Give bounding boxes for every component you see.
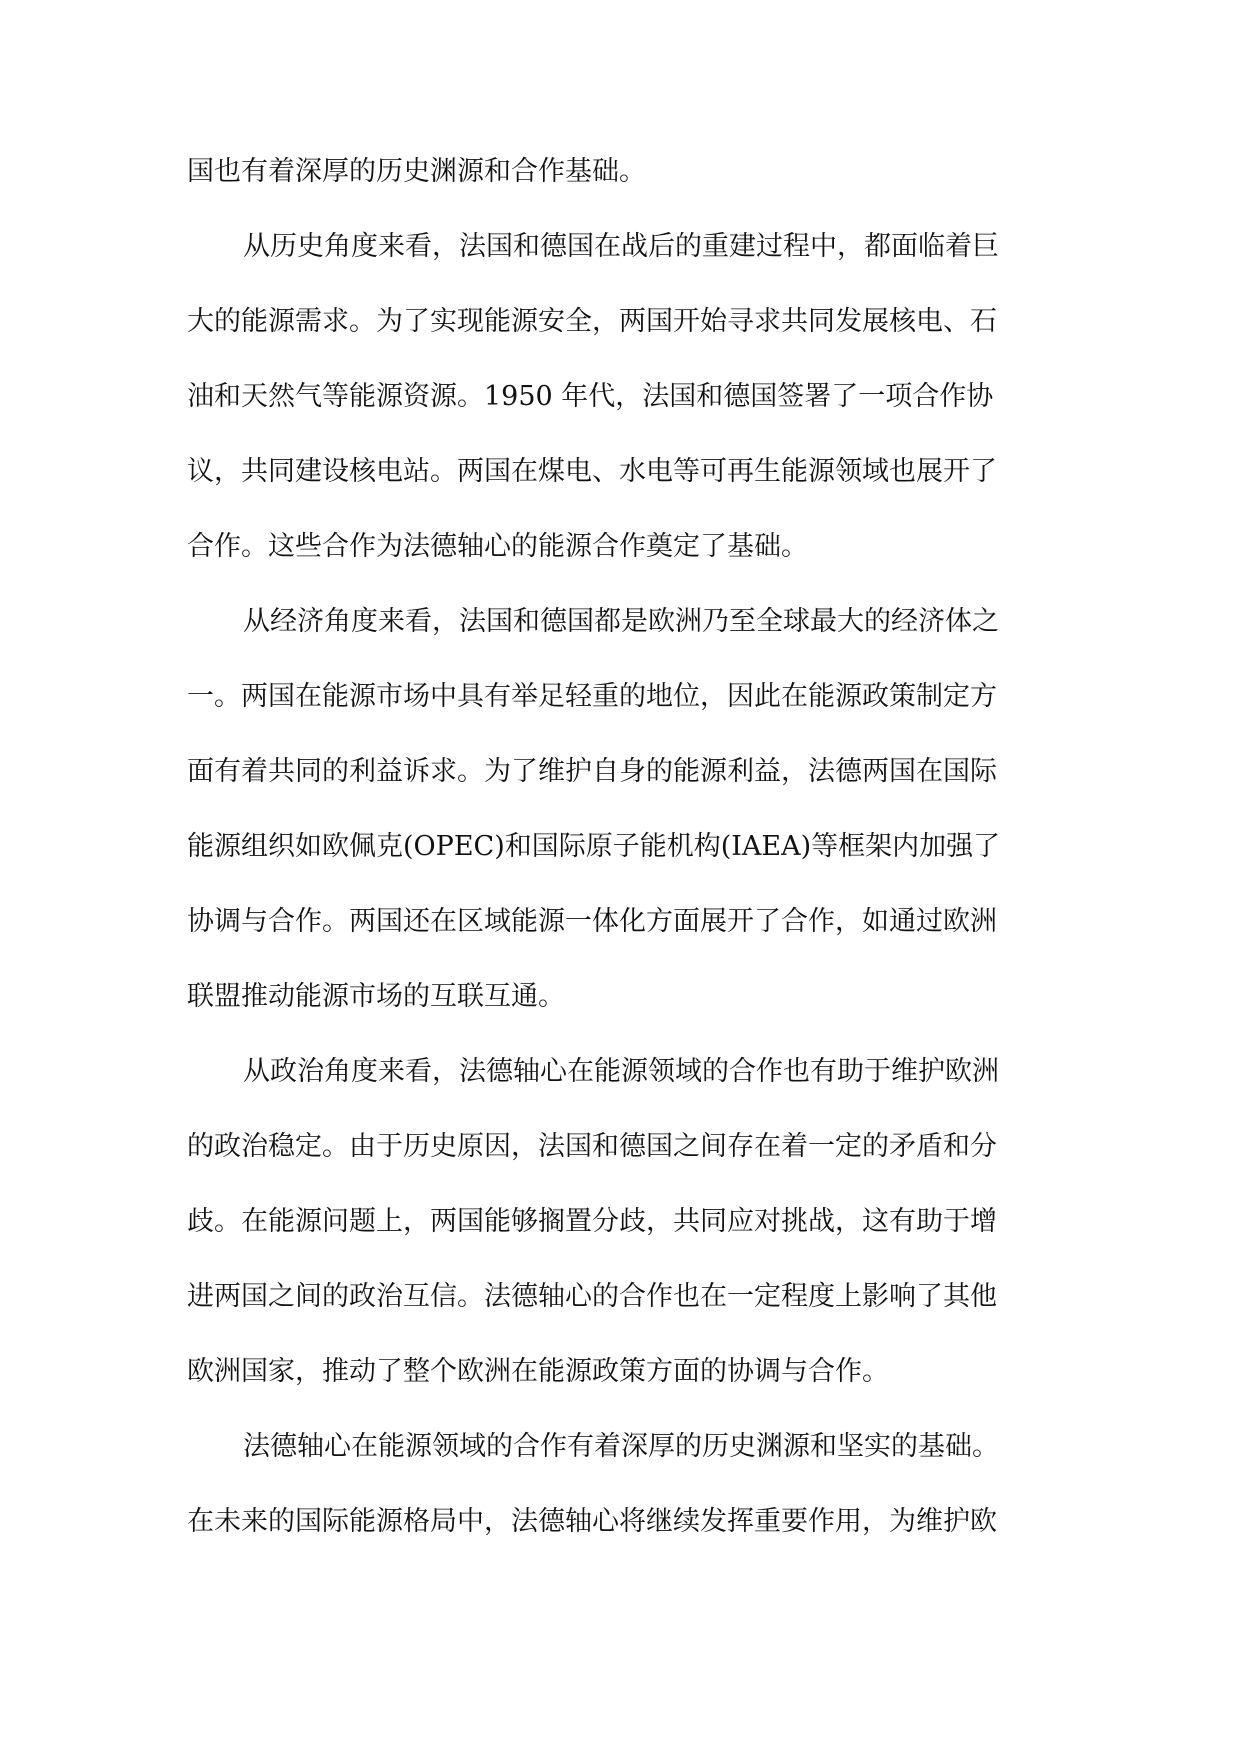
text-line-7: 从经济角度来看，法国和德国都是欧洲乃至全球最大的经济体之: [243, 606, 999, 637]
text-line-2: 从历史角度来看，法国和德国在战后的重建过程中，都面临着巨: [243, 231, 999, 262]
text-line-13: 从政治角度来看，法德轴心在能源领域的合作也有助于维护欧洲: [243, 1056, 999, 1087]
text-line-8: 一。两国在能源市场中具有举足轻重的地位，因此在能源政策制定方: [187, 681, 997, 712]
text-line-17: 欧洲国家，推动了整个欧洲在能源政策方面的协调与合作。: [187, 1356, 889, 1387]
text-line-9: 面有着共同的利益诉求。为了维护自身的能源利益，法德两国在国际: [187, 756, 997, 787]
text-line-3: 大的能源需求。为了实现能源安全，两国开始寻求共同发展核电、石: [187, 306, 997, 337]
text-line-11: 协调与合作。两国还在区域能源一体化方面展开了合作，如通过欧洲: [187, 906, 997, 937]
text-line-1: 国也有着深厚的历史渊源和合作基础。: [187, 156, 646, 187]
text-line-10: 能源组织如欧佩克(OPEC)和国际原子能机构(IAEA)等框架内加强了: [187, 831, 1001, 862]
text-line-5: 议，共同建设核电站。两国在煤电、水电等可再生能源领域也展开了: [187, 456, 997, 487]
text-line-18: 法德轴心在能源领域的合作有着深厚的历史渊源和坚实的基础。: [243, 1431, 999, 1462]
text-line-19: 在未来的国际能源格局中，法德轴心将继续发挥重要作用，为维护欧: [187, 1506, 997, 1537]
text-line-12: 联盟推动能源市场的互联互通。: [187, 981, 565, 1012]
text-line-4: 油和天然气等能源资源。1950 年代，法国和德国签署了一项合作协: [187, 381, 994, 412]
text-line-16: 进两国之间的政治互信。法德轴心的合作也在一定程度上影响了其他: [187, 1281, 997, 1312]
document-body: [187, 134, 1067, 1559]
text-line-6: 合作。这些合作为法德轴心的能源合作奠定了基础。: [187, 531, 808, 562]
text-line-14: 的政治稳定。由于历史原因，法国和德国之间存在着一定的矛盾和分: [187, 1131, 997, 1162]
text-line-15: 歧。在能源问题上，两国能够搁置分歧，共同应对挑战，这有助于增: [187, 1206, 997, 1237]
